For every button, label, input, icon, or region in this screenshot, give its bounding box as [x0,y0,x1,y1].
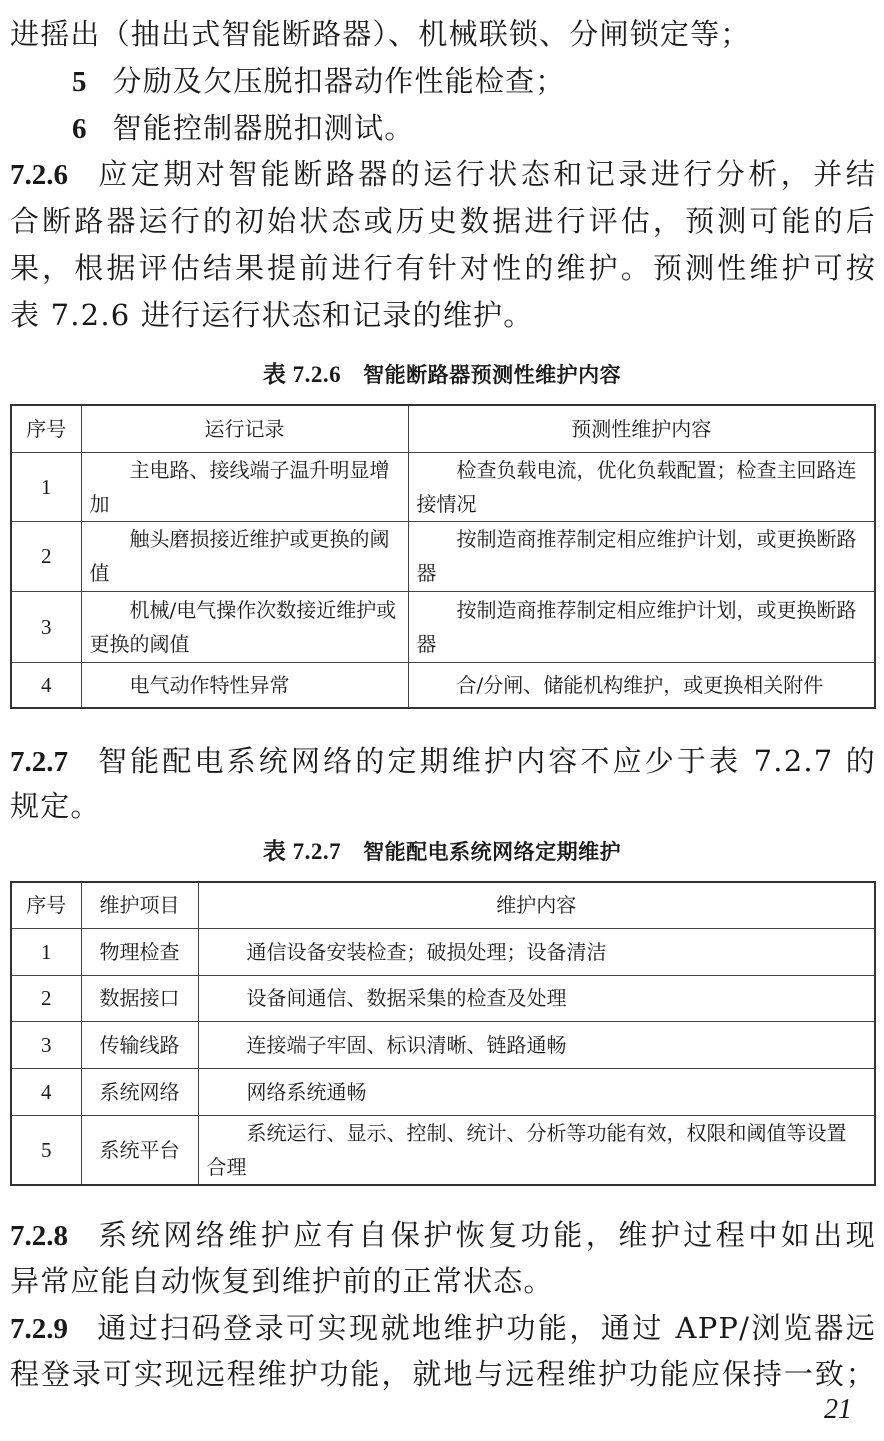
maintenance-content-cell: 按制造商推荐制定相应维护计划，或更换断路器 [408,521,875,591]
run-record-cell: 主电路、接线端子温升明显增加 [81,452,408,521]
row-number: 3 [11,1021,81,1068]
run-record-cell: 机械/电气操作次数接近维护或更换的阈值 [81,591,408,662]
body-text-line: 进摇出（抽出式智能断路器）、机械联锁、分闸锁定等； [10,17,751,51]
row-number: 5 [11,1115,81,1185]
clause-number: 7.2.8 [10,1220,68,1252]
row-number: 4 [11,662,81,708]
clause-7-2-7-line [10,741,876,782]
row-number: 4 [11,1068,81,1115]
clause-7-2-6-line: 表 7.2.6 进行运行状态和记录的维护。 [10,298,534,332]
list-item [72,108,872,149]
table-7-2-7 [10,881,876,1186]
clause-7-2-7-line: 规定。 [10,789,101,823]
list-item-text: 智能控制器脱扣测试。 [112,111,415,145]
header-cell: 运行记录 [81,405,408,452]
header-cell: 预测性维护内容 [408,405,875,452]
clause-7-2-6-line: 合断路器运行的初始状态或历史数据进行评估，预测可能的后 [10,204,876,238]
clause-7-2-9-line: 程登录可实现远程维护功能，就地与远程维护功能应保持一致； [10,1357,876,1391]
maintenance-content-cell: 通信设备安装检查；破损处理；设备清洁 [198,928,875,975]
maintenance-content-cell: 系统运行、显示、控制、统计、分析等功能有效，权限和阈值等设置合理 [198,1115,875,1185]
table-caption-title: 智能配电系统网络定期维护 [363,840,622,864]
table-row [11,521,875,591]
clause-7-2-9-line [10,1308,876,1349]
maintenance-item-cell: 数据接口 [81,975,198,1021]
clause-text: 系统网络维护应有自保护恢复功能，维护过程中如出现 [96,1218,876,1252]
clause-7-2-8-line: 异常应能自动恢复到维护前的正常状态。 [10,1264,554,1298]
page-number: 21 [824,1394,852,1425]
header-cell: 序号 [11,405,81,452]
maintenance-content-cell: 连接端子牢固、标识清晰、链路通畅 [198,1021,875,1068]
table-row [11,452,875,521]
table-caption [0,360,884,390]
clause-number: 7.2.7 [10,746,68,778]
header-cell: 维护项目 [81,882,198,928]
row-number: 1 [11,452,81,521]
table-row [11,591,875,662]
clause-text: 智能配电系统网络的定期维护内容不应少于表 7.2.7 的 [96,744,876,778]
clause-text: 通过扫码登录可实现就地维护功能，通过 APP/浏览器远 [96,1311,876,1345]
list-item [72,61,872,102]
header-cell: 序号 [11,882,81,928]
table-row [11,1021,875,1068]
clause-number: 7.2.9 [10,1313,68,1345]
table-caption-number: 表 7.2.7 [262,839,342,864]
run-record-cell: 触头磨损接近维护或更换的阈值 [81,521,408,591]
table-caption-number: 表 7.2.6 [262,362,342,387]
maintenance-content-cell: 设备间通信、数据采集的检查及处理 [198,975,875,1021]
table-row [11,662,875,708]
list-item-number: 5 [72,66,87,98]
row-number: 1 [11,928,81,975]
table-header-row [11,405,875,452]
maintenance-content-cell: 合/分闸、储能机构维护，或更换相关附件 [408,662,875,708]
row-number: 2 [11,521,81,591]
maintenance-content-cell: 检查负载电流，优化负载配置；检查主回路连接情况 [408,452,875,521]
clause-7-2-6-line: 果，根据评估结果提前进行有针对性的维护。预测性维护可按 [10,251,876,285]
maintenance-item-cell: 传输线路 [81,1021,198,1068]
run-record-cell: 电气动作特性异常 [81,662,408,708]
clause-7-2-6-line [10,154,876,195]
clause-text: 应定期对智能断路器的运行状态和记录进行分析，并结 [96,157,876,191]
table-row [11,1115,875,1185]
maintenance-item-cell: 系统平台 [81,1115,198,1185]
list-item-text: 分励及欠压脱扣器动作性能检查； [112,64,566,98]
table-row [11,975,875,1021]
table-caption [0,837,884,867]
maintenance-item-cell: 系统网络 [81,1068,198,1115]
row-number: 2 [11,975,81,1021]
table-header-row [11,882,875,928]
list-item-number: 6 [72,113,87,145]
maintenance-content-cell: 按制造商推荐制定相应维护计划，或更换断路器 [408,591,875,662]
header-cell: 维护内容 [198,882,875,928]
table-caption-title: 智能断路器预测性维护内容 [363,363,622,387]
maintenance-item-cell: 物理检查 [81,928,198,975]
row-number: 3 [11,591,81,662]
table-row [11,1068,875,1115]
table-row [11,928,875,975]
clause-number: 7.2.6 [10,159,68,191]
clause-7-2-8-line [10,1215,876,1256]
table-7-2-6 [10,404,876,709]
maintenance-content-cell: 网络系统通畅 [198,1068,875,1115]
